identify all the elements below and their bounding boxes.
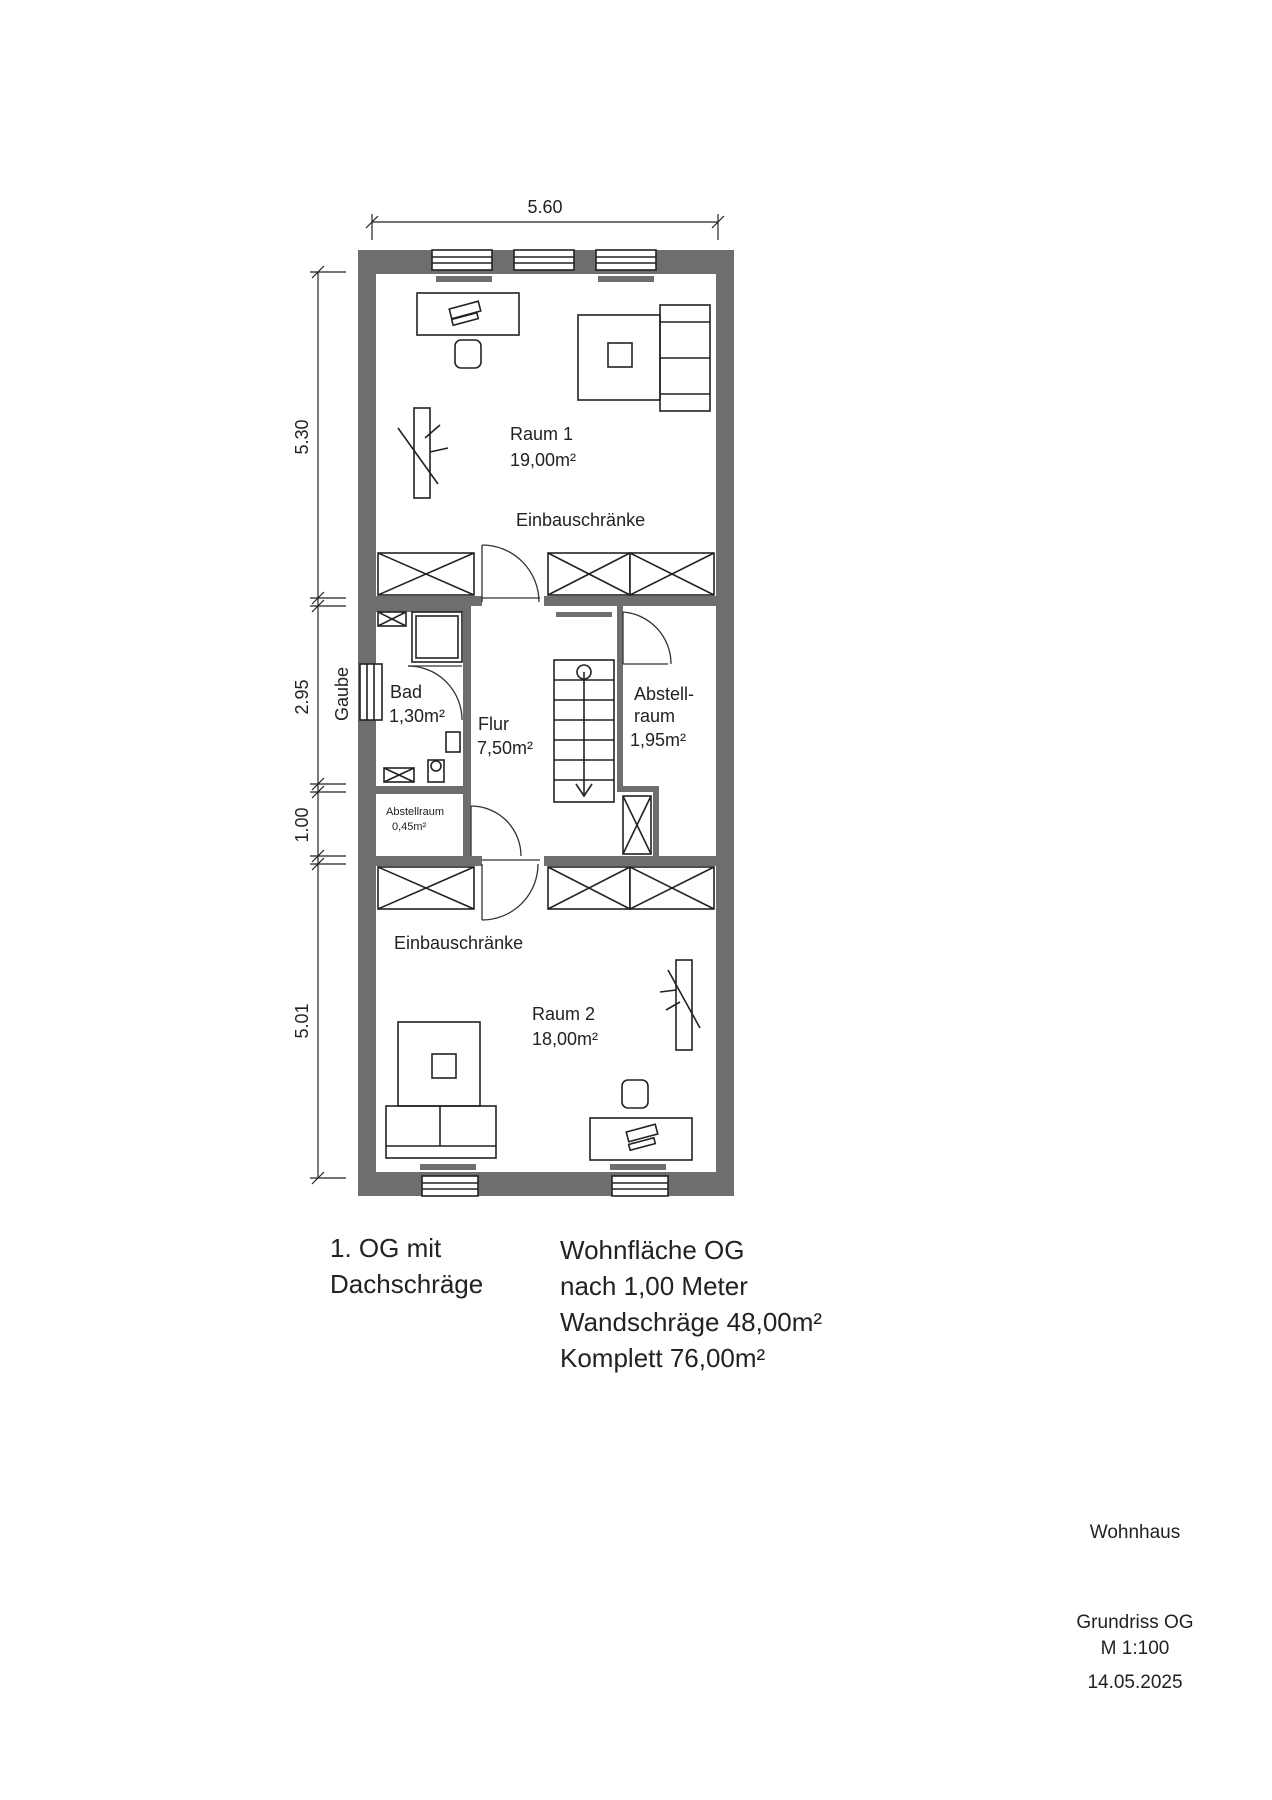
abstellraum-right-name-2: raum [634,706,676,726]
caption-right [560,1232,822,1376]
flur-area: 7,50m² [477,738,534,758]
gaube-label: Gaube [332,666,352,722]
einbau-bottom-label: Einbauschränke [394,933,524,953]
caption-right-line2: nach 1,00 Meter [560,1271,748,1301]
abstellraum-small-name: Abstellraum [386,806,445,818]
title-block [1040,1520,1230,1696]
wardrobe-top [378,553,714,595]
dim-width: 5.60 [527,197,563,217]
project-name: Wohnhaus [1089,1522,1181,1543]
wardrobe-bottom [378,867,714,909]
raum1-area: 19,00m² [510,450,577,470]
caption-left [330,1230,483,1302]
abstellraum-right-name-1: Abstell- [634,684,695,704]
einbau-top-label: Einbauschränke [516,510,646,530]
raum1-name: Raum 1 [510,424,574,444]
raum2-furniture [386,960,700,1160]
laptop-icon [449,301,481,325]
caption-left-line2: Dachschräge [330,1269,484,1299]
skylight-icon [398,408,448,498]
top-windows [432,250,656,282]
bad-name: Bad [390,682,423,702]
raum2-name: Raum 2 [532,1004,596,1024]
drawing-scale: M 1:100 [1100,1638,1170,1659]
caption-left-line1: 1. OG mit [330,1233,442,1263]
dim-mid-height: 2.95 [292,679,312,715]
drawing-date: 14.05.2025 [1087,1672,1183,1693]
raum2-area: 18,00m² [532,1029,599,1049]
dim-raum1-height: 5.30 [292,419,312,455]
caption-right-line3: Wandschräge 48,00m² [560,1307,823,1337]
laptop-icon-2 [626,1124,658,1150]
abstellraum-right-area: 1,95m² [630,730,687,750]
flur-name: Flur [478,714,509,734]
caption-right-line1: Wohnfläche OG [560,1235,745,1265]
dim-raum2-height: 5.01 [292,1003,312,1039]
caption-right-line4: Komplett 76,00m² [560,1343,766,1373]
skylight-icon-2 [660,960,700,1050]
gaube-window [360,664,382,720]
abstellraum-shelf [623,796,651,854]
dim-strip-height: 1.00 [292,807,312,843]
staircase [554,660,614,802]
abstellraum-small-area: 0,45m² [392,821,427,833]
bad-area: 1,30m² [389,706,446,726]
drawing-name: Grundriss OG [1076,1612,1194,1633]
